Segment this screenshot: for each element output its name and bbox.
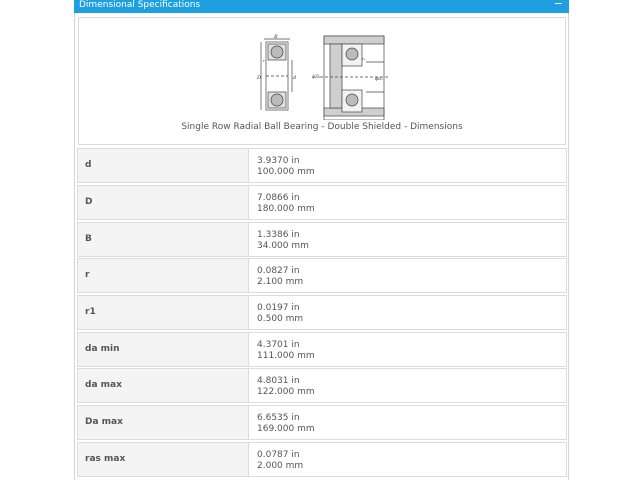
spec-label: da max xyxy=(85,380,122,390)
spec-label: d xyxy=(85,160,92,170)
panel-header[interactable] xyxy=(74,0,569,13)
spec-row xyxy=(77,222,567,257)
diagram-label-shaft-shoulder: ϕDₐ xyxy=(312,75,321,80)
spec-label: da min xyxy=(85,344,120,354)
spec-value-inch: 4.8031 in xyxy=(257,376,300,386)
spec-row xyxy=(77,442,567,477)
spec-value-mm: 0.500 mm xyxy=(257,314,304,324)
bearing-section-drawing xyxy=(261,39,292,110)
diagram-label-b: B xyxy=(274,34,278,40)
diagram-label-fillet: rₐ xyxy=(362,56,366,61)
spec-value-mm: 169.000 mm xyxy=(257,424,315,434)
spec-value-cell xyxy=(249,259,566,292)
diagram-label-r: r xyxy=(263,58,265,63)
spec-label: B xyxy=(85,234,92,244)
spec-row xyxy=(77,368,567,403)
diagram-label-outer-d: D xyxy=(257,75,262,81)
spec-value-inch: 0.0827 in xyxy=(257,266,300,276)
spec-value-mm: 180.000 mm xyxy=(257,204,315,214)
panel-title: Dimensional Specifications xyxy=(79,0,201,10)
spec-row xyxy=(77,185,567,220)
spec-label: ras max xyxy=(85,454,126,464)
spec-value-mm: 2.000 mm xyxy=(257,461,304,471)
spec-label: D xyxy=(85,197,93,207)
spec-value-cell xyxy=(249,333,566,366)
diagram-label-bore: d xyxy=(293,75,297,81)
spec-value-inch: 4.3701 in xyxy=(257,340,300,350)
spec-value-cell xyxy=(249,223,566,256)
spec-value-mm: 100.000 mm xyxy=(257,167,315,177)
spec-value-cell xyxy=(249,369,566,402)
spec-value-mm: 122.000 mm xyxy=(257,387,315,397)
spec-value-inch: 6.6535 in xyxy=(257,413,300,423)
spec-value-cell xyxy=(249,443,566,476)
spec-value-inch: 0.0197 in xyxy=(257,303,300,313)
spec-label: r1 xyxy=(85,307,96,317)
diagram-caption: Single Row Radial Ball Bearing - Double Shielded - Dimensions xyxy=(181,122,463,132)
bearing-dimension-diagram xyxy=(254,32,390,120)
collapse-icon[interactable]: − xyxy=(553,0,563,10)
spec-value-inch: 0.0787 in xyxy=(257,450,300,460)
diagram-label-housing-shoulder: ϕdₐ xyxy=(375,77,383,82)
spec-value-mm: 111.000 mm xyxy=(257,351,315,361)
spec-value-mm: 34.000 mm xyxy=(257,241,309,251)
spec-value-mm: 2.100 mm xyxy=(257,277,304,287)
spec-value-cell xyxy=(249,406,566,439)
spec-label: r xyxy=(85,270,90,280)
spec-row xyxy=(77,405,567,440)
spec-row xyxy=(77,295,567,330)
spec-value-cell xyxy=(249,149,566,182)
spec-value-inch: 1.3386 in xyxy=(257,230,300,240)
spec-row xyxy=(77,258,567,293)
spec-value-cell xyxy=(249,186,566,219)
spec-value-inch: 7.0866 in xyxy=(257,193,300,203)
spec-row xyxy=(77,332,567,367)
spec-value-inch: 3.9370 in xyxy=(257,156,300,166)
spec-label: Da max xyxy=(85,417,123,427)
spec-value-cell xyxy=(249,296,566,329)
spec-row xyxy=(77,148,567,183)
